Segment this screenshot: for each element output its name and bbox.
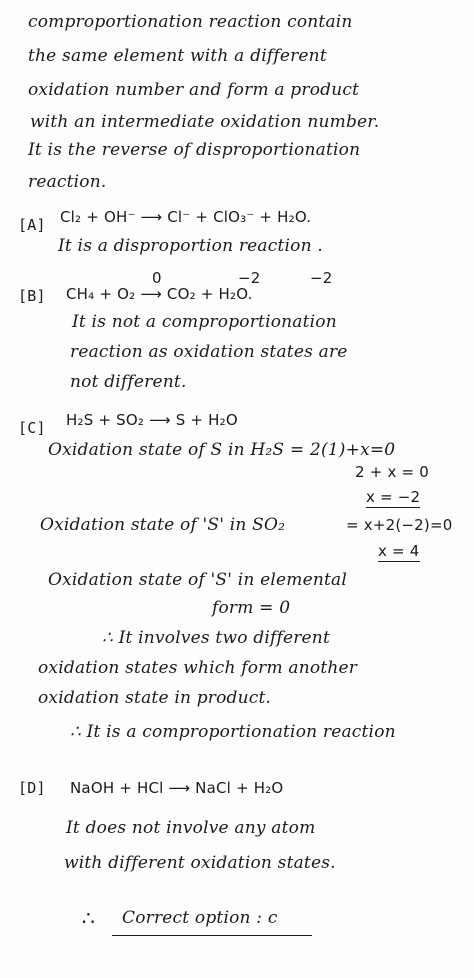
therefore-line-1: ∴ It involves two different [102, 628, 330, 648]
elemental-line-1: Oxidation state of 'S' in elemental [48, 570, 348, 590]
h2s-oxidation-label: Oxidation state of S in H₂S = 2(1)+x=0 [48, 440, 396, 460]
final-answer: Correct option : c [122, 908, 278, 928]
option-b-ox-h2o: −2 [310, 269, 333, 287]
final-answer-underline [112, 935, 312, 936]
h2s-step: 2 + x = 0 [355, 463, 429, 481]
therefore-line-3: oxidation state in product. [38, 688, 272, 708]
option-b-note-1: It is not a comproportionation [72, 312, 337, 332]
elemental-line-2: form = 0 [212, 598, 291, 618]
so2-oxidation-label: Oxidation state of 'S' in SO₂ [40, 515, 286, 535]
so2-calculation: = x+2(−2)=0 [346, 516, 453, 534]
therefore-symbol: ∴ [82, 906, 95, 930]
intro-line-2: the same element with a different [28, 46, 327, 66]
option-a-tag: [A] [18, 216, 46, 234]
option-c-conclusion: ∴ It is a comproportionation reaction [70, 722, 396, 742]
intro-line-4: with an intermediate oxidation number. [30, 112, 380, 132]
option-d-tag: [D] [18, 779, 46, 797]
option-c-tag: [C] [18, 419, 46, 437]
option-b-ox-co2: −2 [238, 269, 261, 287]
so2-result: x = 4 [378, 542, 420, 560]
option-b-tag: [B] [18, 287, 46, 305]
intro-line-6: reaction. [28, 172, 107, 192]
option-b-ox-zero: 0 [152, 269, 162, 287]
intro-line-3: oxidation number and form a product [28, 80, 360, 100]
option-d-equation: NaOH + HCl ⟶ NaCl + H₂O [70, 779, 284, 797]
option-a-note: It is a disproportion reaction . [58, 236, 323, 256]
h2s-result: x = −2 [366, 488, 421, 506]
option-b-equation: CH₄ + O₂ ⟶ CO₂ + H₂O. [66, 285, 253, 303]
option-d-note-1: It does not involve any atom [66, 818, 316, 838]
option-b-note-3: not different. [70, 372, 187, 392]
option-d-note-2: with different oxidation states. [64, 853, 336, 873]
therefore-line-2: oxidation states which form another [38, 658, 358, 678]
option-c-equation: H₂S + SO₂ ⟶ S + H₂O [66, 411, 238, 429]
intro-line-1: comproportionation reaction contain [28, 12, 353, 32]
option-a-equation: Cl₂ + OH⁻ ⟶ Cl⁻ + ClO₃⁻ + H₂O. [60, 208, 312, 226]
intro-line-5: It is the reverse of disproportionation [28, 140, 361, 160]
option-b-note-2: reaction as oxidation states are [70, 342, 348, 362]
